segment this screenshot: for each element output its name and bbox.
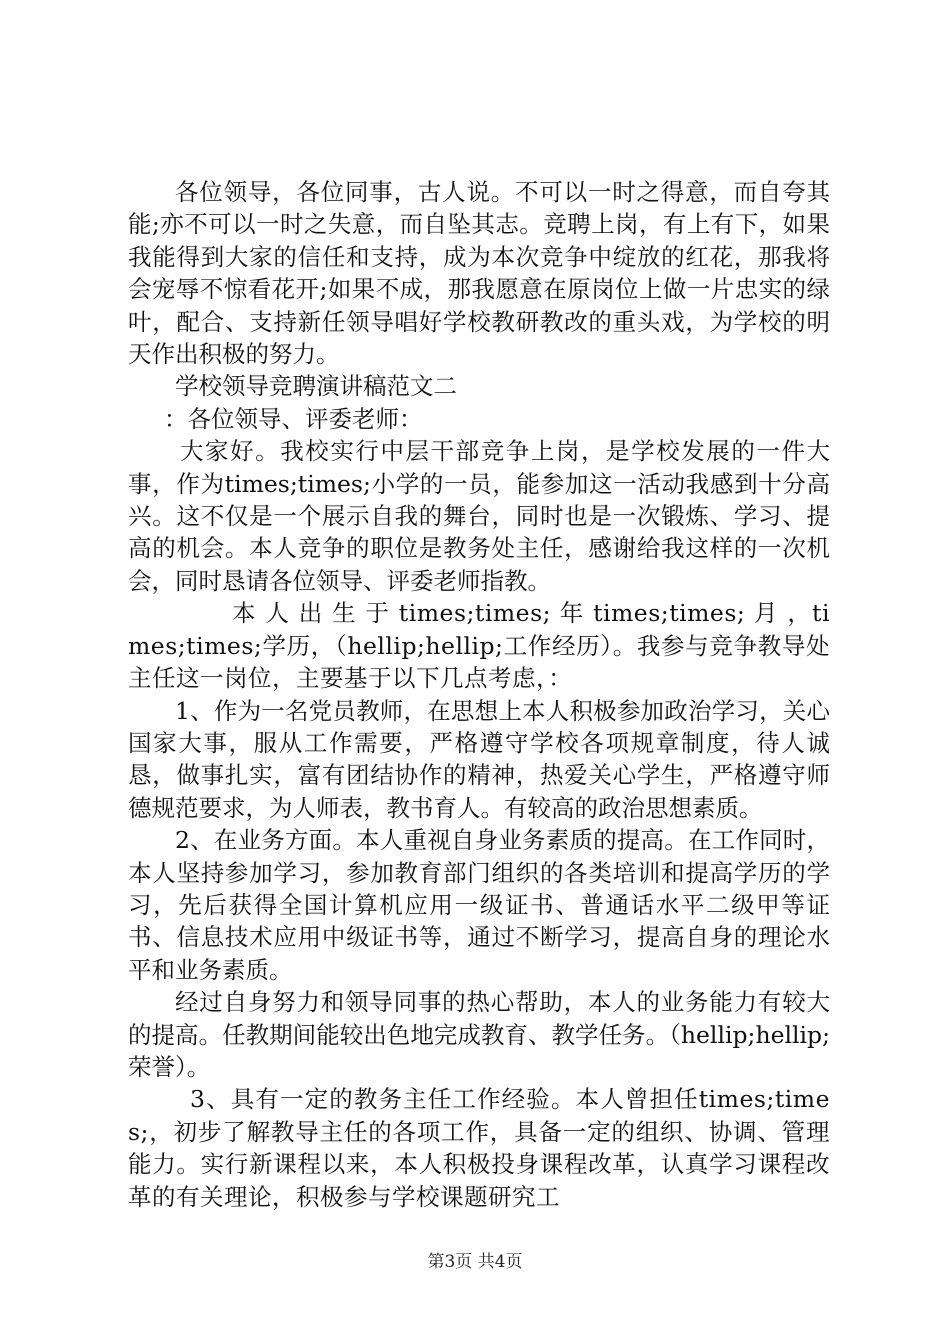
section-title: 学校领导竞聘演讲稿范文二	[175, 372, 457, 401]
document-body	[128, 176, 830, 1213]
paragraph-greeting: 大家好。我校实行中层干部竞争上岗，是学校发展的一件大事，作为times;times;小学的一员，能参加这一活动我感到十分高兴。这不仅是一个展示自我的舞台，同时也是一次锻炼、学习、提高的机会。本人竞争的职位是教务处主任，感谢给我这样的一次机会，同时恳请各位领导、评委老师指教。	[128, 437, 830, 595]
paragraph-point-2: 2、在业务方面。本人重视自身业务素质的提高。在工作同时，本人坚持参加学习，参加教育部门组织的各类培训和提高学历的学习，先后获得全国计算机应用一级证书、普通话水平二级甲等证书、信息技术应用中级证书等，通过不断学习，提高自身的理论水平和业务素质。	[128, 826, 830, 984]
paragraph-closing-remarks: 各位领导，各位同事，古人说。不可以一时之得意，而自夸其能;亦不可以一时之失意，而自坠其志。竞聘上岗，有上有下，如果我能得到大家的信任和支持，成为本次竞争中绽放的红花，那我将会宠辱不惊看花开;如果不成，那我愿意在原岗位上做一片忠实的绿叶，配合、支持新任领导唱好学校教研教改的重头戏，为学校的明天作出积极的努力。	[128, 178, 830, 369]
paragraph-point-1: 1、作为一名党员教师，在思想上本人积极参加政治学习，关心国家大事，服从工作需要，严格遵守学校各项规章制度，待人诚恳，做事扎实，富有团结协作的精神，热爱关心学生，严格遵守师德规范要求，为人师表，教书育人。有较高的政治思想素质。	[128, 696, 830, 822]
paragraph-background: 本 人 出 生 于 times;times; 年 times;times; 月 ，times;times;学历，（hellip;hellip;工作经历）。我参与竞争教导处主任这一岗位，主要基于以下几点考虑，：	[128, 599, 830, 693]
page-number: 第3页 共4页	[427, 1252, 523, 1272]
paragraph-point-3: 3、具有一定的教务主任工作经验。本人曾担任times;times;，初步了解教导主任的各项工作，具备一定的组织、协调、管理能力。实行新课程以来，本人积极投身课程改革，认真学习课程改革的有关理论，积极参与学校课题研究工	[128, 1085, 830, 1211]
salutation: ：各位领导、评委老师：	[164, 404, 423, 433]
paragraph-achievements: 经过自身努力和领导同事的热心帮助，本人的业务能力有较大的提高。任教期间能较出色地完成教育、教学任务。（hellip;hellip;荣誉）。	[128, 988, 830, 1081]
